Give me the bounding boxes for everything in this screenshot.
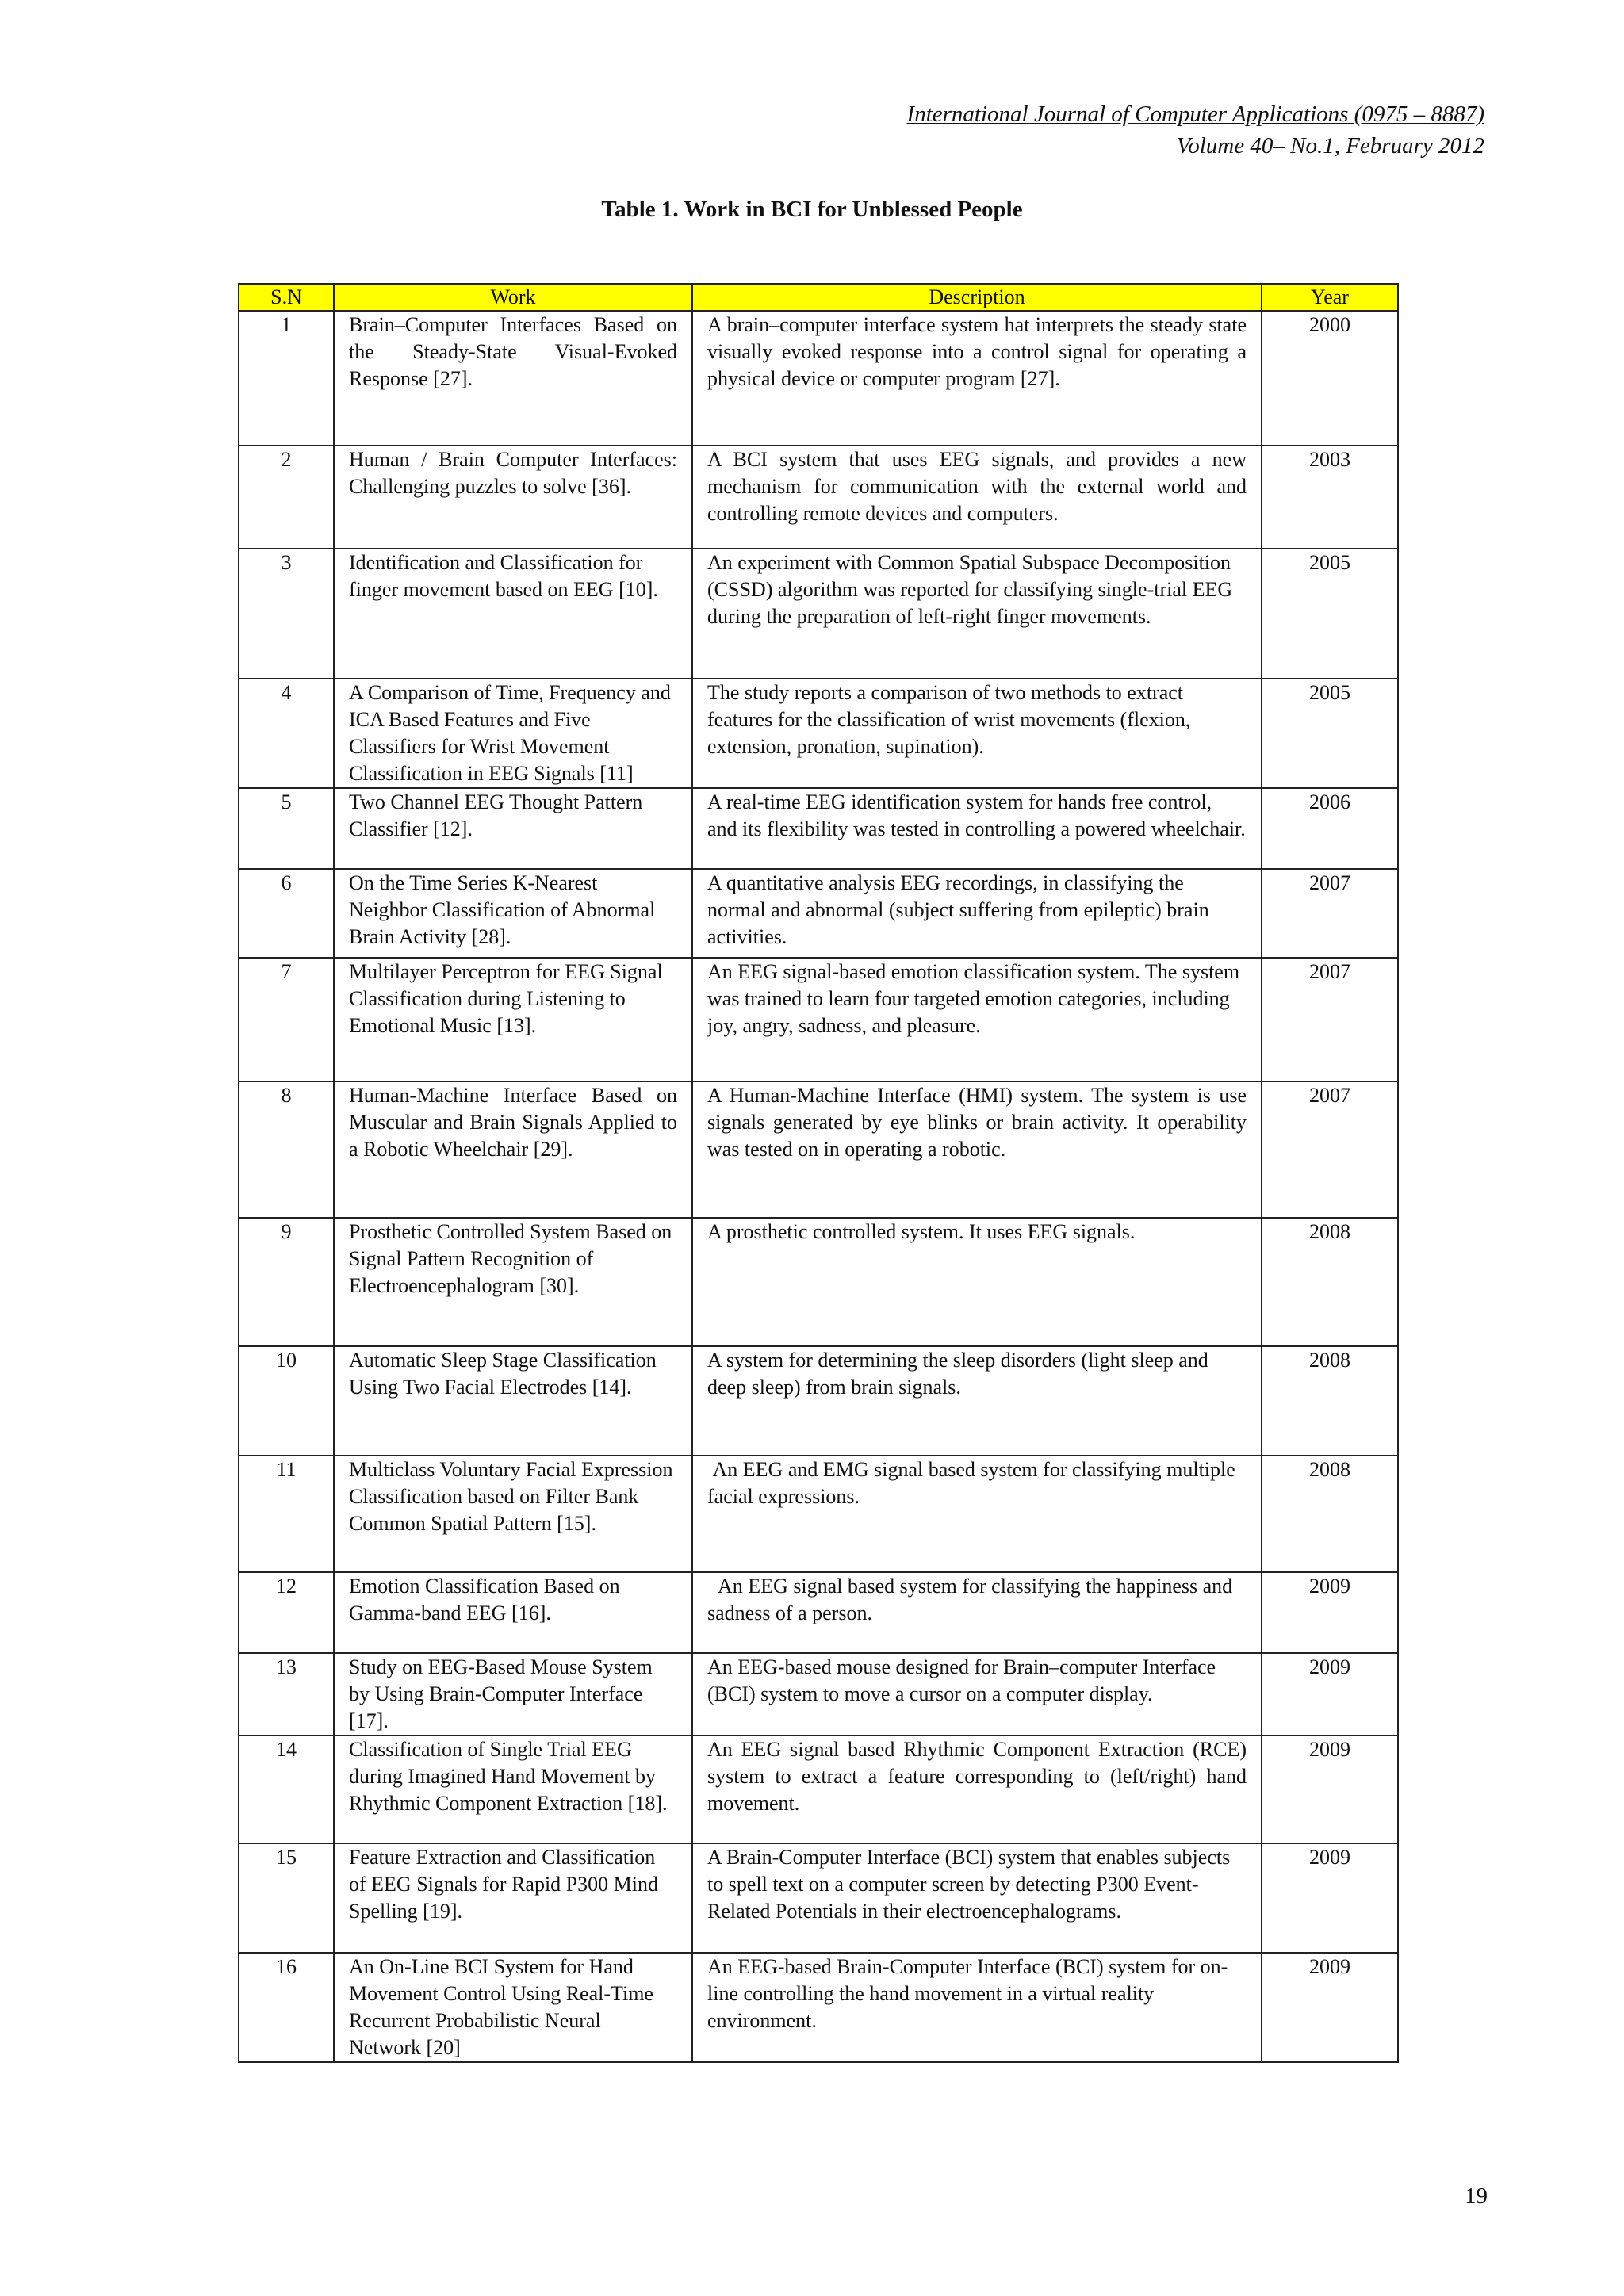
row-sn: 2 (239, 446, 334, 549)
table-row (239, 1456, 1398, 1572)
row-year: 2000 (1262, 311, 1398, 446)
row-sn: 10 (239, 1346, 334, 1456)
row-description: A BCI system that uses EEG signals, and provides a new mechanism for communication with the external world and controlling remote devices and computers. (692, 446, 1262, 549)
row-work: Automatic Sleep Stage Classification Using Two Facial Electrodes [14]. (334, 1346, 692, 1456)
row-sn: 1 (239, 311, 334, 446)
column-header-description: Description (692, 284, 1262, 311)
row-sn: 3 (239, 549, 334, 679)
table-row (239, 1953, 1398, 2062)
table-row (239, 1843, 1398, 1953)
row-work: Human-Machine Interface Based on Muscular and Brain Signals Applied to a Robotic Wheelchair [29]. (334, 1081, 692, 1218)
row-work: Identification and Classification for finger movement based on EEG [10]. (334, 549, 692, 679)
table-row (239, 1572, 1398, 1653)
column-header-year: Year (1262, 284, 1398, 311)
row-year: 2007 (1262, 958, 1398, 1081)
row-year: 2007 (1262, 869, 1398, 958)
column-header-sn: S.N (239, 284, 334, 311)
page-number: 19 (1465, 2183, 1488, 2209)
row-year: 2005 (1262, 679, 1398, 788)
row-year: 2008 (1262, 1346, 1398, 1456)
row-work: Classification of Single Trial EEG during Imagined Hand Movement by Rhythmic Component Extraction [18]. (334, 1735, 692, 1843)
table-caption: Table 1. Work in BCI for Unblessed People (601, 197, 1023, 222)
row-work: Study on EEG-Based Mouse System by Using Brain-Computer Interface [17]. (334, 1653, 692, 1735)
row-description: A quantitative analysis EEG recordings, in classifying the normal and abnormal (subject suffering from epileptic) brain activities. (692, 869, 1262, 958)
row-work: Multilayer Perceptron for EEG Signal Classification during Listening to Emotional Music [13]. (334, 958, 692, 1081)
row-description: A brain–computer interface system hat interprets the steady state visually evoked response into a control signal for operating a physical device or computer program [27]. (692, 311, 1262, 446)
journal-volume: Volume 40– No.1, February 2012 (1176, 133, 1484, 159)
row-description: A Brain-Computer Interface (BCI) system that enables subjects to spell text on a computer screen by detecting P300 Event-Related Potentials in their electroencephalograms. (692, 1843, 1262, 1953)
row-work: Emotion Classification Based on Gamma-band EEG [16]. (334, 1572, 692, 1653)
row-description: An EEG signal based Rhythmic Component Extraction (RCE) system to extract a feature corresponding to (left/right) hand movement. (692, 1735, 1262, 1843)
row-work: Prosthetic Controlled System Based on Signal Pattern Recognition of Electroencephalogram [30]. (334, 1218, 692, 1346)
table-row (239, 679, 1398, 788)
row-sn: 4 (239, 679, 334, 788)
row-description: An EEG-based Brain-Computer Interface (BCI) system for on-line controlling the hand movement in a virtual reality environment. (692, 1953, 1262, 2062)
row-year: 2009 (1262, 1843, 1398, 1953)
table-row (239, 446, 1398, 549)
table-row (239, 1081, 1398, 1218)
table-row (239, 1653, 1398, 1735)
row-year: 2009 (1262, 1653, 1398, 1735)
row-description: An EEG signal based system for classifying the happiness and sadness of a person. (692, 1572, 1262, 1653)
row-sn: 14 (239, 1735, 334, 1843)
row-description: An EEG and EMG signal based system for classifying multiple facial expressions. (692, 1456, 1262, 1572)
table-row (239, 788, 1398, 869)
table-row (239, 1735, 1398, 1843)
row-sn: 13 (239, 1653, 334, 1735)
row-sn: 8 (239, 1081, 334, 1218)
row-sn: 6 (239, 869, 334, 958)
row-sn: 15 (239, 1843, 334, 1953)
row-year: 2009 (1262, 1572, 1398, 1653)
row-work: Brain–Computer Interfaces Based on the Steady-State Visual-Evoked Response [27]. (334, 311, 692, 446)
row-sn: 11 (239, 1456, 334, 1572)
row-year: 2008 (1262, 1218, 1398, 1346)
row-description: A Human-Machine Interface (HMI) system. The system is use signals generated by eye blinks or brain activity. It operability was tested on in operating a robotic. (692, 1081, 1262, 1218)
row-work: Multiclass Voluntary Facial Expression Classification based on Filter Bank Common Spatial Pattern [15]. (334, 1456, 692, 1572)
row-year: 2007 (1262, 1081, 1398, 1218)
row-work: A Comparison of Time, Frequency and ICA Based Features and Five Classifiers for Wrist Movement Classification in EEG Signals [11] (334, 679, 692, 788)
row-work: On the Time Series K-Nearest Neighbor Classification of Abnormal Brain Activity [28]. (334, 869, 692, 958)
journal-name: International Journal of Computer Applications (0975 – 8887) (906, 101, 1484, 127)
table-row (239, 311, 1398, 446)
row-work: Feature Extraction and Classification of EEG Signals for Rapid P300 Mind Spelling [19]. (334, 1843, 692, 1953)
row-year: 2006 (1262, 788, 1398, 869)
row-sn: 5 (239, 788, 334, 869)
table-row (239, 1346, 1398, 1456)
row-year: 2005 (1262, 549, 1398, 679)
row-description: A prosthetic controlled system. It uses EEG signals. (692, 1218, 1262, 1346)
row-work: Human / Brain Computer Interfaces: Challenging puzzles to solve [36]. (334, 446, 692, 549)
row-work: Two Channel EEG Thought Pattern Classifier [12]. (334, 788, 692, 869)
table-row (239, 1218, 1398, 1346)
table-row (239, 549, 1398, 679)
row-sn: 16 (239, 1953, 334, 2062)
row-description: An EEG-based mouse designed for Brain–computer Interface (BCI) system to move a cursor on a computer display. (692, 1653, 1262, 1735)
row-work: An On-Line BCI System for Hand Movement Control Using Real-Time Recurrent Probabilistic Neural Network [20] (334, 1953, 692, 2062)
row-description: The study reports a comparison of two methods to extract features for the classification of wrist movements (flexion, extension, pronation, supination). (692, 679, 1262, 788)
row-sn: 12 (239, 1572, 334, 1653)
row-description: A system for determining the sleep disorders (light sleep and deep sleep) from brain signals. (692, 1346, 1262, 1456)
journal-header (907, 98, 1484, 162)
row-year: 2008 (1262, 1456, 1398, 1572)
bci-work-table (238, 283, 1399, 2063)
row-year: 2003 (1262, 446, 1398, 549)
row-sn: 7 (239, 958, 334, 1081)
table-row (239, 958, 1398, 1081)
row-sn: 9 (239, 1218, 334, 1346)
table-header-row (239, 284, 1398, 311)
row-year: 2009 (1262, 1953, 1398, 2062)
row-description: An experiment with Common Spatial Subspace Decomposition (CSSD) algorithm was reported for classifying single-trial EEG during the preparation of left-right finger movements. (692, 549, 1262, 679)
row-description: An EEG signal-based emotion classification system. The system was trained to learn four targeted emotion categories, including joy, angry, sadness, and pleasure. (692, 958, 1262, 1081)
table-row (239, 869, 1398, 958)
column-header-work: Work (334, 284, 692, 311)
row-description: A real-time EEG identification system for hands free control, and its flexibility was tested in controlling a powered wheelchair. (692, 788, 1262, 869)
row-year: 2009 (1262, 1735, 1398, 1843)
